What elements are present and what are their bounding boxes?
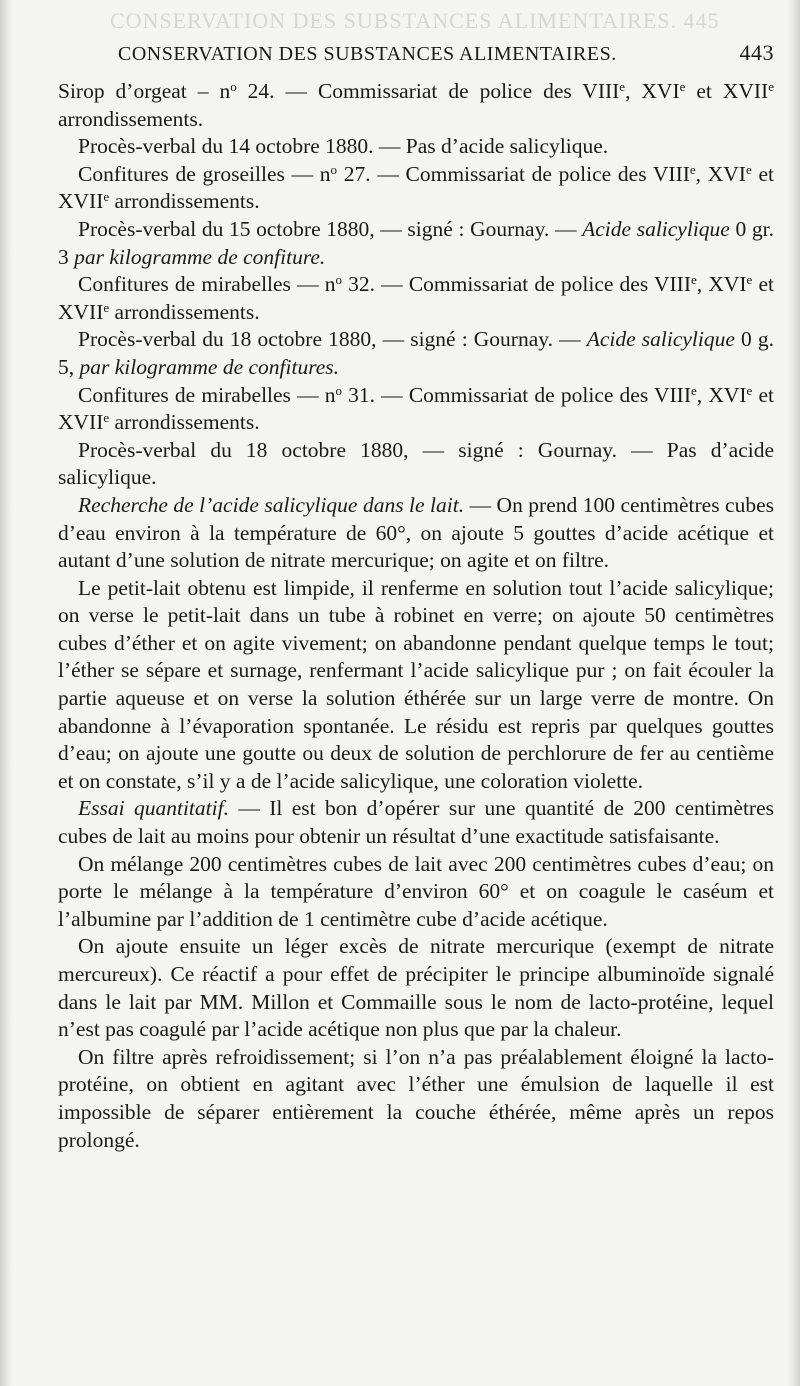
entry-confitures-mirabelles-32: Confitures de mirabelles — $n^o$ 32. — Commissariat de police des VIIIe, XVIe et XVIIe arrondissements. (58, 272, 774, 324)
essai-paragraph: Essai quantitatif. — Il est bon d’opérer sur une quantité de 200 centimètres cubes de lait au moins pour obtenir un résultat d’une exactitude satisfaisante. (58, 796, 774, 849)
nitrate-paragraph: On ajoute ensuite un léger excès de nitrate mercurique (exempt de nitrate mercureux). Ce réactif a pour effet de précipiter le principe albuminoïde signalé dans le lait par MM. Millon et Commaille sous le nom de lacto-protéine, lequel n’est pas coagulé par l’acide acétique non plus que par la chaleur. (58, 934, 774, 1042)
proces-verbal-3: Procès-verbal du 18 octobre 1880, — signé : Gournay. — Acide salicylique 0 g. 5, par kilogramme de confitures. (58, 327, 774, 379)
proces-verbal-1: Procès-verbal du 14 octobre 1880. — Pas d’acide salicylique. (78, 134, 609, 159)
melange-paragraph: On mélange 200 centimètres cubes de lait avec 200 centimètres cubes d’eau; on porte le mélange à la température d’environ 60° et on coagule le caséum et l’albumine par l’addition de 1 centimètre cube d’acide acétique. (58, 851, 774, 931)
proces-verbal-2: Procès-verbal du 15 octobre 1880, — signé : Gournay. — Acide salicylique 0 gr. 3 par kilogramme de confiture. (58, 216, 774, 269)
petit-lait-paragraph: Le petit-lait obtenu est limpide, il renferme en solution tout l’acide salicylique; on verse le petit-lait dans un tube à robinet en verre; on ajoute 50 centimètres cubes d’éther et on agite vivement; on abandonne pendant quelque temps le tout; l’éther se sépare et surnage, renfermant l’acide salicylique pur ; on fait écouler la partie aqueuse et on verse la solution éthérée sur un large verre de montre. On abandonne à l’évaporation spontanée. Le résidu est repris par quelques gouttes d’eau; on ajoute une goutte ou deux de solution de perchlorure de fer au centième et on constate, s’il y a de l’acide salicylique, une coloration violette. (58, 575, 774, 793)
page-edge-shadow-right (788, 0, 800, 1386)
filtre-paragraph: On filtre après refroidissement; si l’on n’a pas préalablement éloigné la lacto-protéine, on obtient en agitant avec l’éther une émulsion de laquelle il est impossible de séparer entièrement la couche éthérée, même après un repos prolongé. (58, 1044, 774, 1152)
page-header (58, 40, 774, 78)
book-page (58, 40, 774, 1154)
page-number: 443 (739, 40, 774, 65)
page-edge-shadow-left (0, 0, 12, 1386)
running-title: CONSERVATION DES SUBSTANCES ALIMENTAIRES. (118, 43, 617, 65)
entry-sirop-orgeat: Sirop d’orgeat – $n^o$ 24. — Commissariat de police des VIIIe, XVIe et XVIIe arrondissements. (58, 79, 774, 131)
bleed-through-header: CONSERVATION DES SUBSTANCES ALIMENTAIRES. 445 (110, 8, 720, 33)
essai-heading: Essai quantitatif. (78, 796, 229, 821)
entry-confitures-mirabelles-31: Confitures de mirabelles — $n^o$ 31. — Commissariat de police des VIIIe, XVIe et XVIIe arrondissements. (58, 382, 774, 435)
proces-verbal-4: Procès-verbal du 18 octobre 1880, — signé : Gournay. — Pas d’acide salicylique. (58, 437, 774, 490)
recherche-heading: Recherche de l’acide salicylique dans le lait. (78, 492, 465, 517)
recherche-paragraph: Recherche de l’acide salicylique dans le lait. — On prend 100 centimètres cubes d’eau environ à la température de 60°, on ajoute 5 gouttes d’acide acétique et autant d’une solution de nitrate mercurique; on agite et on filtre. (58, 492, 774, 573)
entry-confitures-groseilles: Confitures de groseilles — $n^o$ 27. — Commissariat de police des VIIIe, XVIe et XVIIe arrondissements. (58, 161, 774, 214)
